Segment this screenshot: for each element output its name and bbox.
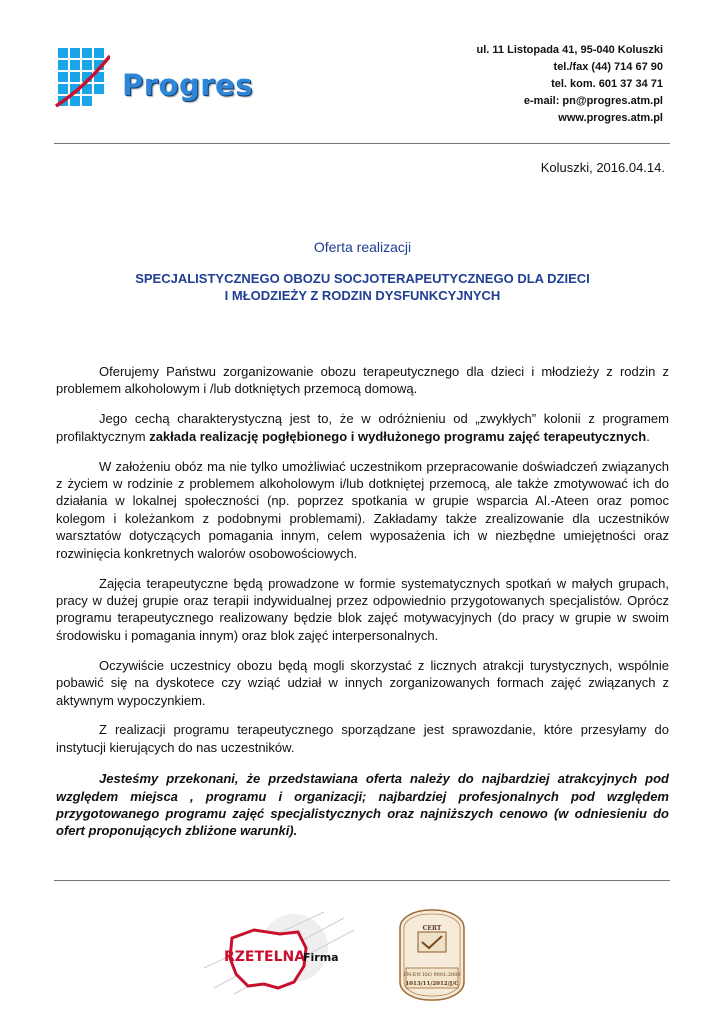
paragraph-2	[56, 410, 669, 445]
cert-number: 1013/11/2012/J/C	[405, 981, 459, 987]
badge-word-2: Firma	[303, 951, 339, 964]
email[interactable]: e-mail: pn@progres.atm.pl	[523, 95, 663, 107]
contact-block	[477, 42, 663, 127]
website[interactable]: www.progres.atm.pl	[558, 112, 663, 124]
address: ul. 11 Listopada 41, 95-040 Koluszki	[476, 44, 663, 56]
badge-word-1: RZETELNA	[224, 949, 306, 965]
company-logo	[54, 48, 274, 110]
document-subtitle	[100, 270, 625, 304]
paragraph-2-emphasis: zakłada realizację pogłębionego i wydłużonego programu zajęć terapeutycznych	[149, 428, 647, 444]
paragraph-1: Oferujemy Państwu zorganizowanie obozu terapeutycznego dla dzieci i młodzieży z rodzin z problemem alkoholowym i /lub dotkniętych przemocą domową.	[56, 364, 669, 397]
paragraph-2-text: Jego cechą charakterystyczną jest to, że w odróżnieniu od „zwykłych” kolonii z programem profilaktycznym	[56, 411, 669, 444]
cert-mark: CERT	[422, 925, 442, 932]
iso-certificate-seal-icon	[398, 908, 466, 1004]
cert-standard: PN-EN ISO 9001:2009	[403, 972, 461, 978]
paragraph-3: W założeniu obóz ma nie tylko umożliwiać uczestnikom przepracowanie doświadczeń związanych z życiem w rodzinie z problemem alkoholowym i/lub dotkniętej przemocą, ale także zmotywować ich do działania w lokalnej społeczności (np. poprzez spotkania w grupie wsparcia Al.-Ateen oraz pomoc kolegom i koleżankom z podobnymi problemami). Zakładamy także zrealizowanie dla uczestników warsztatów dotyczących pomagania innym, celem wyposażenia ich w niezbędne umiejętności oraz rozwinięcia konkretnych walorów osobowościowych.	[56, 458, 669, 561]
closing-statement: Jesteśmy przekonani, że przedstawiana oferta należy do najbardziej atrakcyjnych pod względem miejsca , programu i organizacji; najbardziej profesjonalnych pod względem przygotowanego programu zajęć specjalistycznych oraz najniższych cenowo (w odniesieniu do ofert proponujących zbliżone warunki).	[56, 771, 669, 839]
footer-divider	[54, 880, 670, 881]
paragraph-5: Oczywiście uczestnicy obozu będą mogli skorzystać z licznych atrakcji turystycznych, wspólnie pobawić się na dyskotece czy wziąć udział w innych zorganizowanych formach zajęć związanych z aktywnym wypoczynkiem.	[56, 657, 669, 708]
logo-grid-icon	[54, 48, 110, 108]
subtitle-line-1: SPECJALISTYCZNEGO OBOZU SOCJOTERAPEUTYCZNEGO DLA DZIECI	[135, 271, 590, 286]
phone-fax: tel./fax (44) 714 67 90	[553, 61, 663, 73]
paragraph-4: Zajęcia terapeutyczne będą prowadzone w formie systematycznych spotkań w małych grupach, pracy w dużej grupie oraz terapii indywidualnej przez odpowiednio przygotowanych specjalistów. Oprócz programu terapeutycznego realizowany będzie blok zajęć motywacyjnych (do pracy w grupie w swoim środowisku i pomagania innym) oraz blok zajęć interpersonalnych.	[56, 575, 669, 643]
subtitle-line-2: I MŁODZIEŻY Z RODZIN DYSFUNKCYJNYCH	[224, 288, 501, 303]
document-title: Oferta realizacji	[313, 239, 412, 255]
paragraph-6: Z realizacji programu terapeutycznego sporządzane jest sprawozdanie, które przesyłamy do instytucji kierujących do nas uczestników.	[56, 722, 669, 755]
paragraph-2-end: .	[646, 428, 650, 444]
header-divider	[54, 143, 670, 144]
document-date: Koluszki, 2016.04.14.	[540, 160, 665, 175]
document-body	[56, 363, 669, 852]
rzetelna-firma-badge-icon	[194, 908, 358, 1000]
logo-text: Progres	[122, 68, 253, 102]
mobile-phone: tel. kom. 601 37 34 71	[551, 78, 663, 90]
